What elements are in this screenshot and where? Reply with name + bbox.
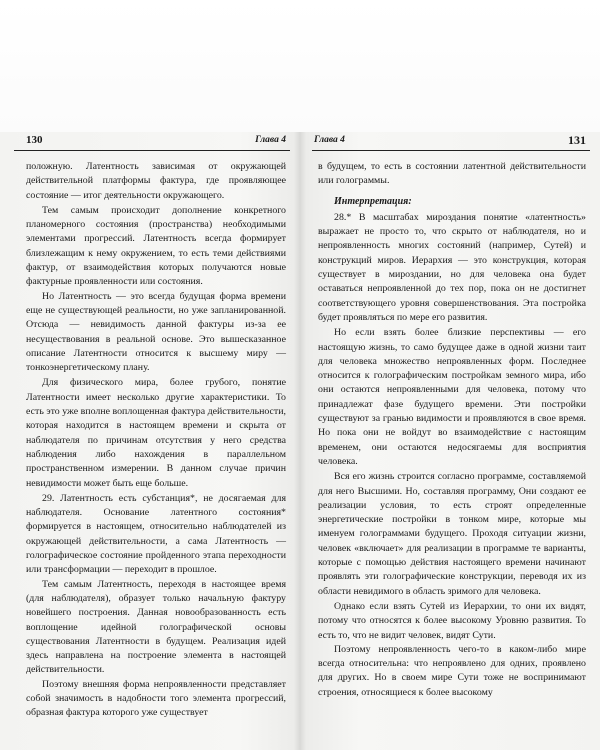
paragraph: Поэтому непроявленность чего-то в каком-либо мире всегда относительна: что непроявлено для одних, проявлено для других. Но в своем мире Сути тоже не воспринимают строения, относящиеся к более высокому bbox=[318, 643, 586, 698]
page-number: 130 bbox=[26, 134, 43, 146]
page-text bbox=[318, 160, 586, 700]
paragraph: Но если взять более близкие перспективы — его настоящую жизнь, то само будущее даже в одной жизни таит для человека множество непроявленных форм. Последнее относится к голографическим постройкам земного мира, ибо они остаются непроявленными для человека, потому что принадлежат фазе будущего времени. Эти постройки существуют за гранью видимости и проявляются в свое время. Но пока они не войдут во взаимодействие с настоящим временем, они остаются недосягаемы для восприятия человека. bbox=[318, 327, 586, 467]
paragraph: в будущем, то есть в состоянии латентной действительности или голограммы. bbox=[318, 161, 586, 187]
paragraph: Однако если взять Сутей из Иерархии, то они их видят, потому что относятся к более высокому Уровню развития. То есть то, что не видит человек, видят Сути. bbox=[318, 600, 586, 641]
paragraph: Тем самым происходит дополнение конкретного планомерного состояния (пространства) необходимыми элементами прогрессий. Латентность всегда формирует близлежащим к нему окружением, то есть теми действиями фактур, от взаимодействия которых получаются новые фактурные проявленности или состояния. bbox=[26, 204, 286, 288]
paragraph: положную. Латентность зависимая от окружающей действительной платформы фактура, где проявляющее состояние — итог деятельности окружающего. bbox=[26, 161, 286, 201]
paragraph: 29. Латентность есть субстанция*, не досягаемая для наблюдателя. Основание латентного состояния* формируется в настоящем, относительно наблюдателей из окружающей действительности, а сама Латентность — голографическое состояние пройденного этапа переходности или трансформации — переходит в прошлое. bbox=[26, 492, 286, 576]
page-header bbox=[312, 132, 590, 151]
right-page bbox=[312, 132, 590, 750]
section-heading: Интерпретация: bbox=[334, 195, 412, 207]
left-page bbox=[14, 132, 290, 750]
page-text bbox=[26, 160, 286, 721]
paragraph: Тем самым Латентность, переходя в настоящее время (для наблюдателя), образует только начальную фактуру новейшего построения. Данная новообразованность есть воплощение идейной голографической основы существования Латентности в будущем. Реализация идей здесь направлена на построение элемента в настоящей действительности. bbox=[26, 578, 286, 676]
chapter-title: Глава 4 bbox=[314, 135, 345, 145]
chapter-title: Глава 4 bbox=[255, 135, 286, 145]
page-number: 131 bbox=[568, 133, 586, 147]
paragraph: Поэтому внешняя форма непроявленности представляет собой значимость в надобности того элемента прогрессий, образная фактура которого уже существует bbox=[26, 678, 286, 719]
paragraph: Вся его жизнь строится согласно программе, составляемой для него Высшими. Но, составляя программу, Они создают ее реализации условия, то есть строят определенные энергетические постройки в тонком мире, которые мы именуем голограммами будущего. Проходя ситуации жизни, человек «включает» для реализации в программе те варианты, которые с помощью действия настоящего времени начинают проявлять эти голографические конструкции, переводя их из области невидимого в область зримого для человека. bbox=[318, 471, 586, 597]
blank-area bbox=[0, 0, 600, 132]
paragraph: Для физического мира, более грубого, понятие Латентности имеет несколько другие характеристики. То есть это уже вполне воплощенная фактура действительности, которая находится в настоящем времени и скрыта от наблюдателя по причинам отсутствия у него средства наблюдения либо нахождения в параллельном пространственном измерении. В данном случае причин невидимости может быть еще больше. bbox=[26, 377, 286, 489]
paragraph: 28.* В масштабах мироздания понятие «латентность» выражает не просто то, что скрыто от наблюдателя, но и непроявленность многих состояний (например, Сутей) и конструкций миров. Иерархия — это конструкция, которая существует в мироздании, но для человека она будет оставаться непроявленной до тех пор, пока он не достигнет соответствующего уровня совершенствования. Эта постройка будет проявляться по мере его развития. bbox=[318, 211, 586, 323]
paragraph: Но Латентность — это всегда будущая форма времени еще не существующей реальности, но уже запланированной. Отсюда — невидимость данной фактуры из-за ее несуществования в реальной основе. Это вышесказанное описание Латентности относится к высшему миру — тонкоэнергетическому плану. bbox=[26, 290, 286, 374]
page-header bbox=[14, 132, 290, 151]
